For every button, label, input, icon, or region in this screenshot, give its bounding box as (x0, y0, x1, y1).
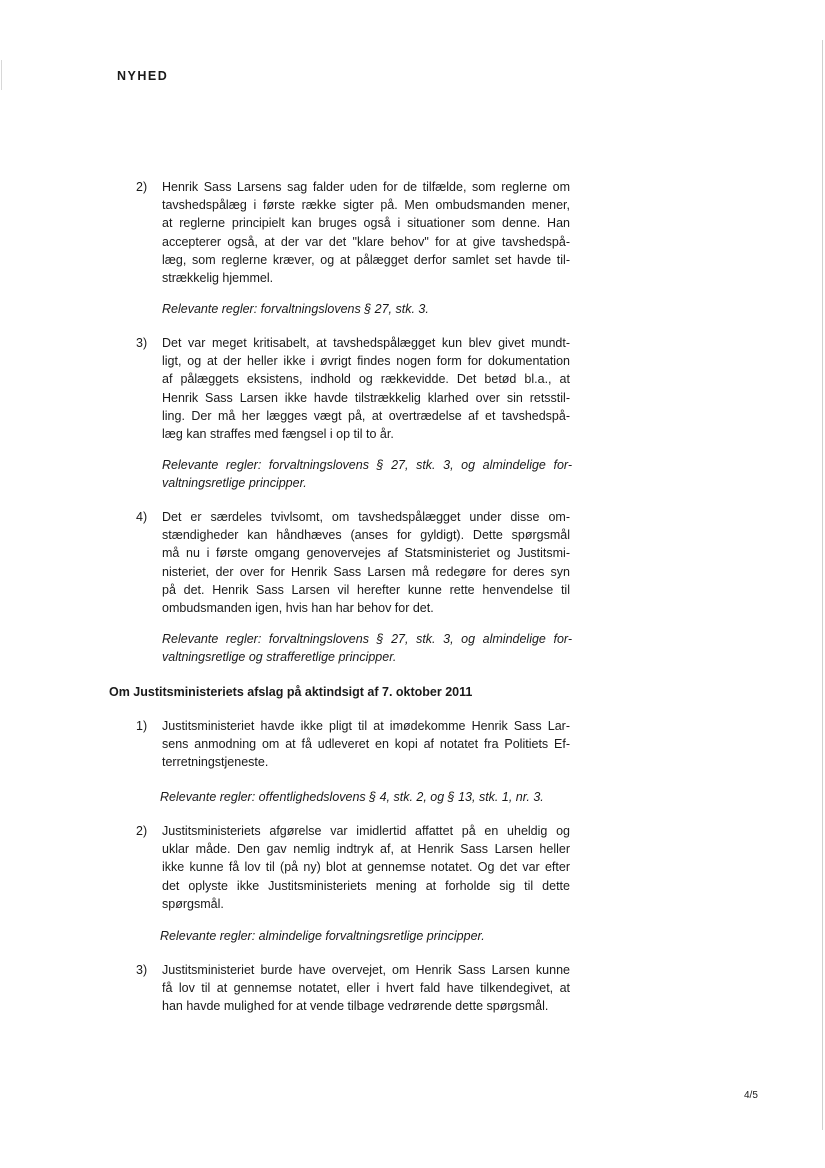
text-line: sens anmodning om at få udleveret en kopi af notatet fra Politiets Ef- (162, 737, 570, 752)
item-number: 1) (136, 719, 148, 733)
item-text (162, 822, 570, 913)
rule-line: Relevante regler: offentlighedslovens § 4, stk. 2, og § 13, stk. 1, nr. 3. (160, 790, 544, 804)
rule-line: Relevante regler: forvaltningslovens § 27, stk. 3, og almindelige for- (162, 632, 572, 646)
rule-line: Relevante regler: almindelige forvaltningsretlige principper. (160, 929, 485, 943)
item-number: 4) (136, 510, 148, 524)
text-line: stændigheder kan håndhæves (anses for gyldigt). Dette spørgsmål (162, 528, 570, 543)
text-line: Justitsministeriet burde have overvejet, om Henrik Sass Larsen kunne (162, 963, 570, 977)
text-line: Henrik Sass Larsens sag falder uden for de tilfælde, som reglerne om (162, 180, 570, 194)
rule-line: valtningsretlige principper. (162, 476, 307, 491)
text-line: Justitsministeriets afgørelse var imidlertid affattet på en uheldig og (162, 824, 570, 838)
item-text (162, 961, 570, 1016)
text-line: må nu i første omgang genovervejes af Statsministeriet og Justitsmi- (162, 546, 570, 561)
text-line: accepterer også, at der var det "klare behov" for at give tavshedspå- (162, 234, 570, 249)
text-line: af pålæggets eksistens, indhold og rækkevidde. Det betød bl.a., at (162, 372, 570, 387)
text-line: læg, som reglerne kræver, og at pålægget derfor samlet set havde til- (162, 252, 570, 267)
rule-line: Relevante regler: forvaltningslovens § 27, stk. 3, og almindelige for- (162, 458, 572, 472)
item-number: 2) (136, 824, 148, 838)
item-text (162, 717, 570, 772)
section-heading: Om Justitsministeriets afslag på aktindsigt af 7. oktober 2011 (109, 685, 473, 699)
text-line: at reglerne principielt kan bruges også i situationer som denne. Han (162, 216, 570, 231)
text-line: Henrik Sass Larsen ikke havde tilstrækkelig klarhed over sin retsstil- (162, 390, 570, 405)
text-line: læg kan straffes med fængsel i op til to år. (162, 427, 394, 442)
rule-line: Relevante regler: forvaltningslovens § 27, stk. 3. (162, 302, 429, 316)
text-line: ling. Der må her lægges vægt på, at overtrædelse af et tavshedspå- (162, 408, 570, 423)
text-line: Justitsministeriet havde ikke pligt til at imødekomme Henrik Sass Lar- (162, 719, 570, 733)
relevant-rules (162, 456, 572, 492)
relevant-rules (160, 788, 570, 806)
text-line: tavshedspålæg i første række sigter på. Men ombudsmanden mener, (162, 198, 570, 213)
text-line: Det var meget kritisabelt, at tavshedspålægget kun blev givet mundt- (162, 336, 570, 350)
item-number: 3) (136, 336, 148, 350)
text-line: strækkelig hjemmel. (162, 271, 274, 286)
text-line: spørgsmål. (162, 896, 224, 911)
document-header: NYHED (117, 69, 169, 83)
item-text (162, 334, 570, 443)
page-number: 4/5 (744, 1090, 758, 1101)
text-line: terretningstjeneste. (162, 755, 269, 770)
text-line: Det er særdeles tvivlsomt, om tavshedspålægget under disse om- (162, 510, 570, 524)
text-line: det oplyste ikke Justitsministeriets mening at forholde sig til dette (162, 878, 570, 893)
text-line: nisteriet, der over for Henrik Sass Larsen må redegøre for deres syn (162, 564, 570, 579)
text-line: ligt, og at der heller ikke i øvrigt findes nogen form for dokumentation (162, 354, 570, 369)
text-line: få lov til at gennemse notatet, eller i hvert fald have tilkendegivet, at (162, 981, 570, 996)
item-number: 2) (136, 180, 148, 194)
text-line: han havde mulighed for at vende tilbage vedrørende dette spørgsmål. (162, 999, 549, 1014)
item-number: 3) (136, 963, 148, 977)
text-line: ombudsmanden igen, hvis han har behov for det. (162, 601, 434, 616)
text-line: på det. Henrik Sass Larsen vil herefter kunne rette henvendelse til (162, 582, 570, 597)
text-line: uklar måde. Den gav nemlig indtryk af, at Henrik Sass Larsen heller (162, 842, 570, 857)
scan-edge-line (822, 40, 823, 1130)
relevant-rules (162, 630, 572, 666)
rule-line: valtningsretlige og strafferetlige principper. (162, 650, 397, 665)
relevant-rules (160, 927, 570, 945)
relevant-rules (162, 300, 572, 318)
item-text (162, 508, 570, 617)
text-line: ikke kunne få lov til (på ny) blot at gennemse notatet. Og det var efter (162, 860, 570, 875)
scan-edge-line (1, 60, 2, 90)
item-text (162, 178, 570, 287)
